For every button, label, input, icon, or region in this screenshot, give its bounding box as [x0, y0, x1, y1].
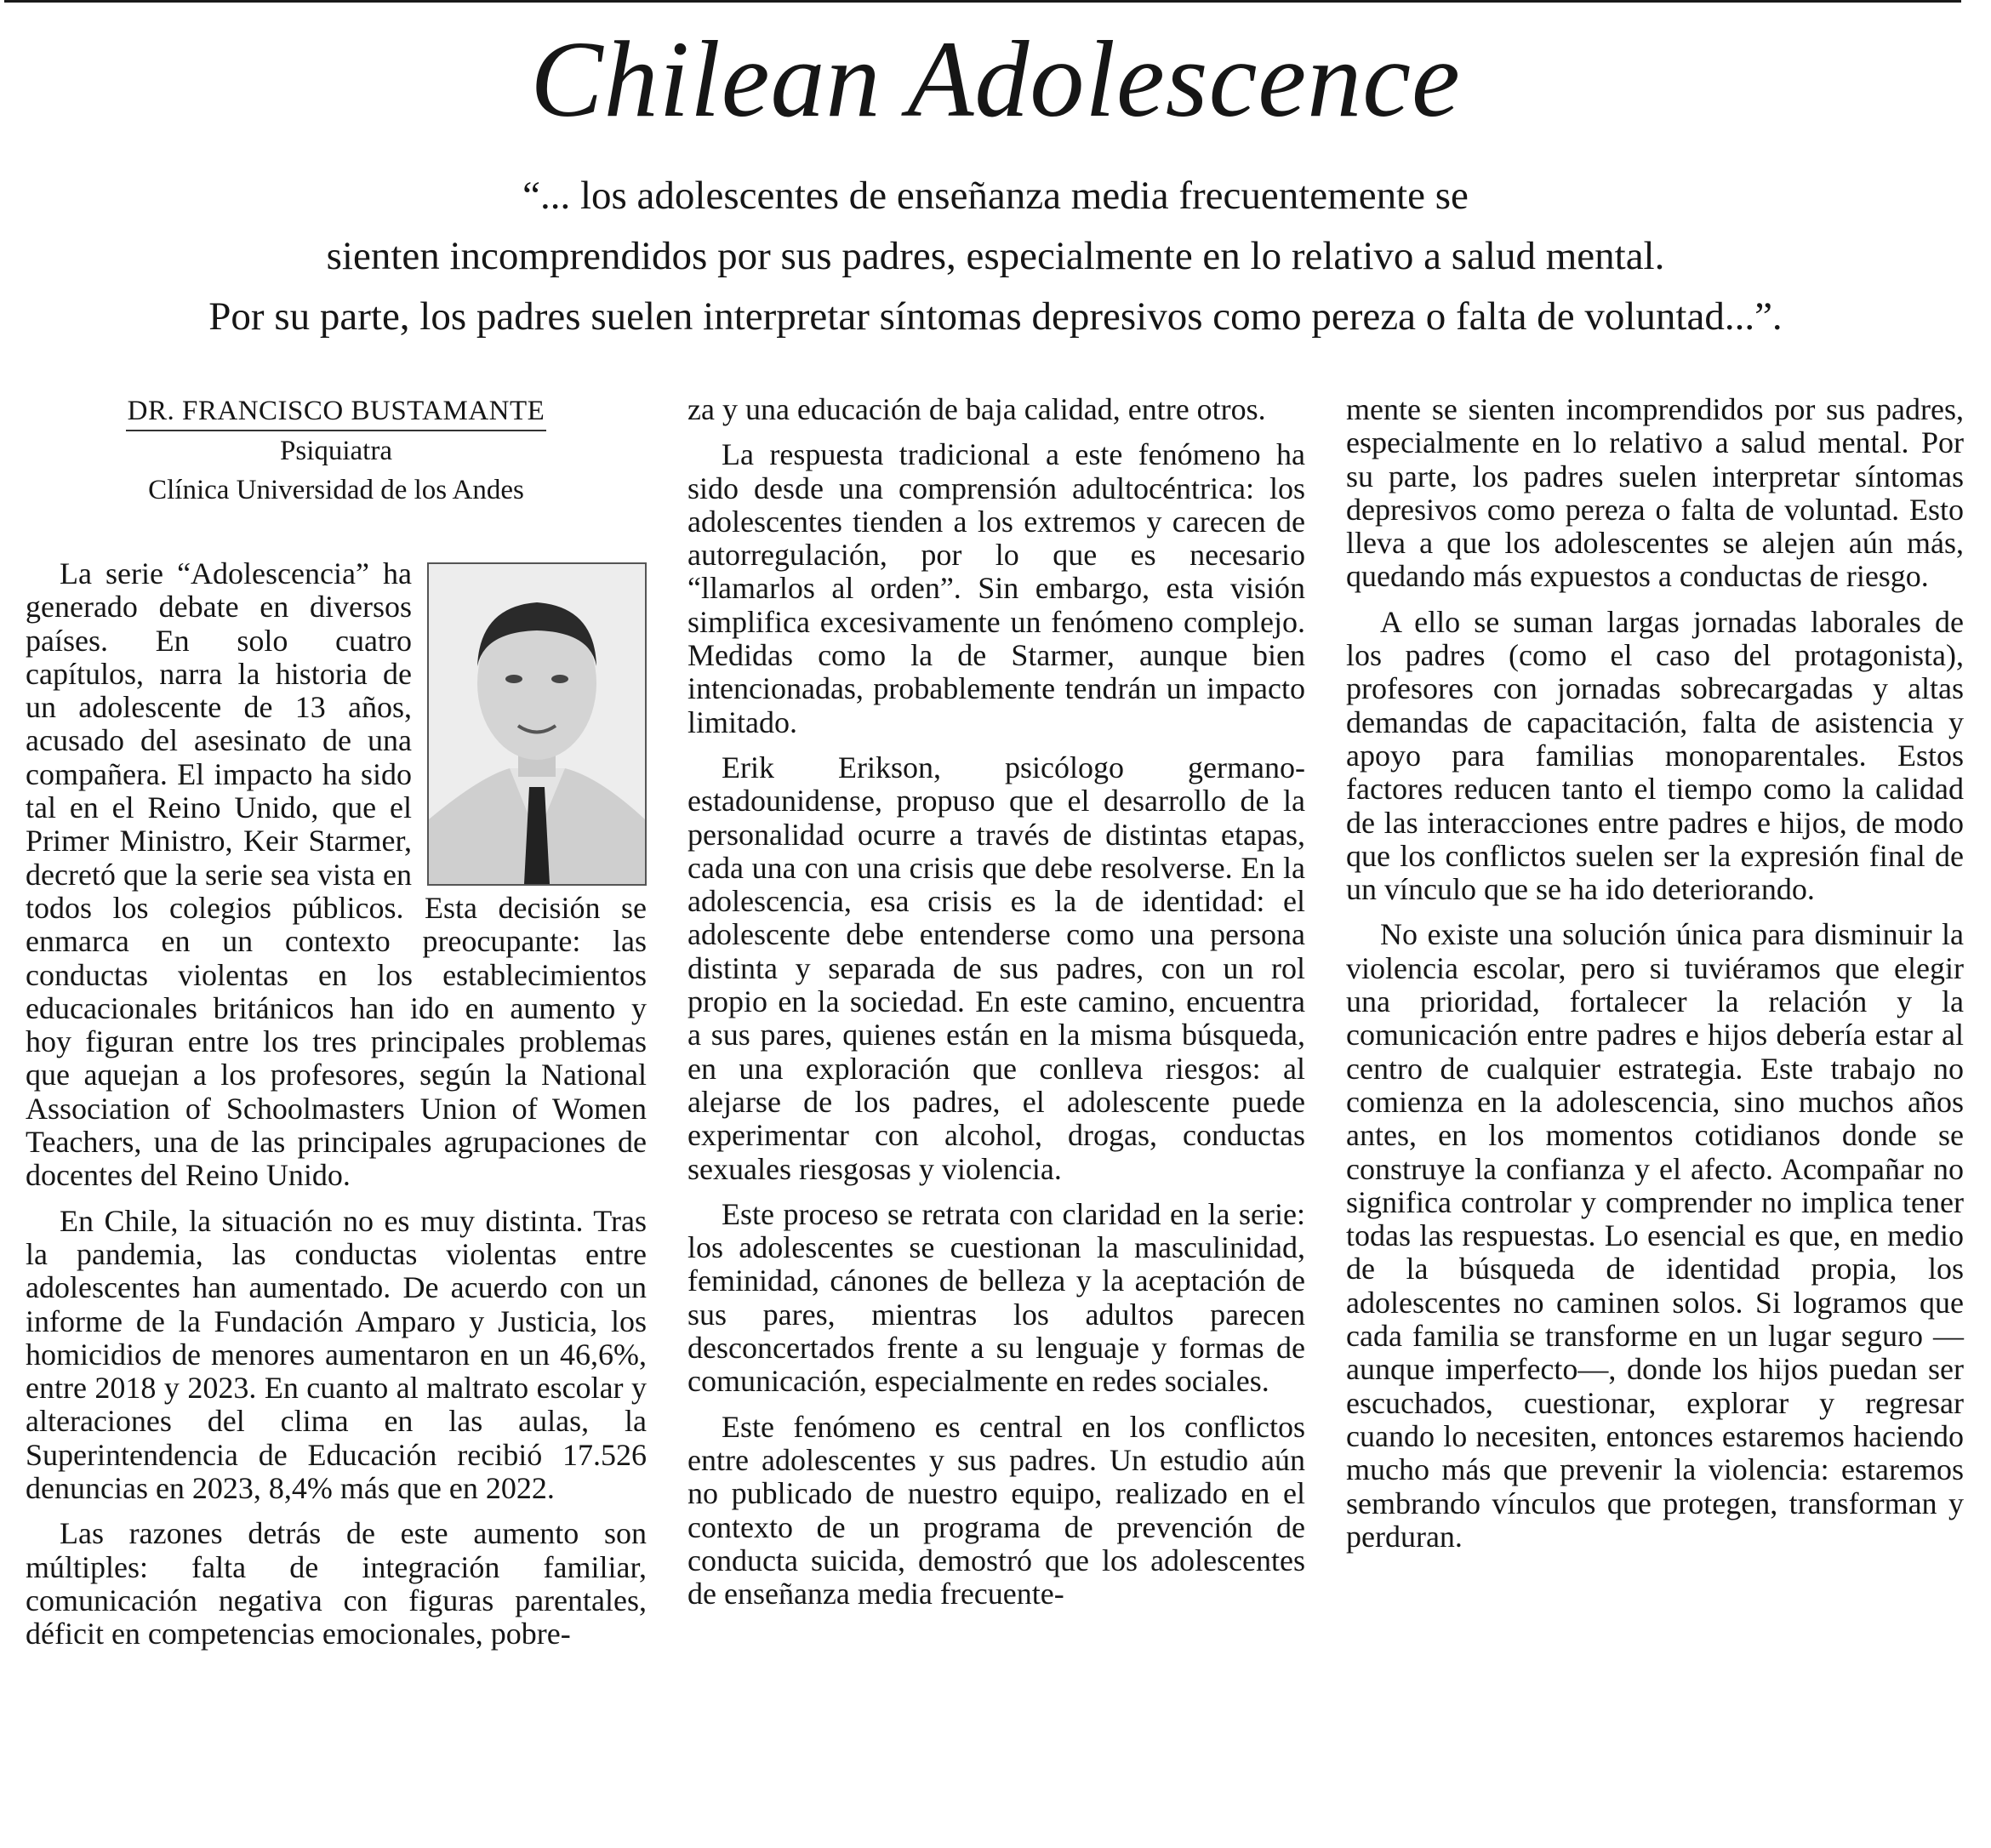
article-paragraph: No existe una solución única para disminuir la violencia escolar, pero si tuviéramos que elegir una prioridad, fortalecer la relación y la comunicación entre padres e hijos debería estar al centro de cualquier estrategia. Este trabajo no comienza en la adolescencia, sino muchos años antes, en los momentos cotidianos donde se construye la confianza y el afecto. Acompañar no significa controlar y comprender no implica tener todas las respuestas. Lo esencial es que, en medio de la búsqueda de identidad propia, los adolescentes no caminen solos. Si logramos que cada familia se transforme en un lugar seguro —aunque imperfecto—, donde los hijos puedan ser escuchados, cuestionar, explorar y regresar cuando lo necesiten, entonces estaremos haciendo mucho más que prevenir la violencia: estaremos sembrando vínculos que protegen, transforman y perduran. — [1346, 917, 1964, 1554]
article-paragraph: En Chile, la situación no es muy distinta. Tras la pandemia, las conductas violentas entre adolescentes han aumentado. De acuerdo con un informe de la Fundación Amparo y Justicia, los homicidios de menores aumentaron en un 46,6%, entre 2018 y 2023. En cuanto al maltrato escolar y alteraciones del clima en las aulas, la Superintendencia de Educación recibió 17.526 denuncias en 2023, 8,4% más que en 2022. — [26, 1203, 647, 1506]
author-portrait-photo — [427, 562, 647, 886]
headline: Chilean Adolescence — [530, 19, 1461, 140]
pull-quote-line: “... los adolescentes de enseñanza media frecuentemente se — [522, 174, 1469, 218]
article-paragraph: La respuesta tradicional a este fenómeno ha sido desde una comprensión adultocéntrica: los adolescentes tienden a los extremos y carecen de autorregulación, por lo que es necesario “llamarlos al orden”. Sin embargo, esta visión simplifica excesivamente un fenómeno complejo. Medidas como la de Starmer, aunque bien intencionadas, probablemente tendrán un impacto limitado. — [687, 437, 1305, 739]
top-rule — [4, 0, 1961, 3]
author-portrait-icon — [429, 564, 645, 884]
article-column-3 — [1346, 393, 1964, 1566]
byline — [26, 393, 647, 510]
article-paragraph-continued: mente se sienten incomprendidos por sus padres, especialmente en lo relativo a salud mental. Por su parte, los padres suelen interpretar síntomas depresivos como pereza o falta de voluntad. Esto lleva a que los adolescentes se alejen aún más, quedando más expuestos a conductas de riesgo. — [1346, 392, 1964, 594]
pull-quote-line: Por su parte, los padres suelen interpretar síntomas depresivos como pereza o falta de voluntad...”. — [208, 294, 1783, 339]
pull-quote — [0, 166, 1991, 347]
article-column-1 — [26, 393, 647, 1663]
article-paragraph: Este fenómeno es central en los conflictos entre adolescentes y sus padres. Un estudio aún no publicado de nuestro equipo, realizado en el contexto de un programa de prevención de conducta suicida, demostró que los adolescentes de enseñanza media frecuente- — [687, 1409, 1305, 1611]
author-role: Psiquiatra — [280, 436, 392, 466]
article-paragraph-continued: za y una educación de baja calidad, entre otros. — [687, 392, 1266, 426]
article-paragraph: Las razones detrás de este aumento son múltiples: falta de integración familiar, comunicación negativa con figuras parentales, déficit en competencias emocionales, pobre- — [26, 1516, 647, 1651]
article-column-2 — [687, 393, 1305, 1623]
article-paragraph: Erik Erikson, psicólogo germano-estadounidense, propuso que el desarrollo de la personalidad ocurre a través de distintas etapas, cada una con una crisis que debe resolverse. En la adolescencia, esa crisis es la de identidad: el adolescente debe entenderse como una persona distinta y separada de sus padres, con un rol propio en la sociedad. En este camino, encuentra a sus pares, quienes están en la misma búsqueda, en una exploración que conlleva riesgos: al alejarse de los padres, el adolescente puede experimentar con alcohol, drogas, conductas sexuales riesgosas y violencia. — [687, 750, 1305, 1186]
author-name: DR. FRANCISCO BUSTAMANTE — [126, 394, 547, 431]
article-paragraph — [26, 557, 647, 1193]
pull-quote-line: sienten incomprendidos por sus padres, especialmente en lo relativo a salud mental. — [326, 234, 1665, 278]
author-affiliation: Clínica Universidad de los Andes — [148, 475, 524, 505]
article-paragraph: A ello se suman largas jornadas laborales de los padres (como el caso del protagonista), profesores con jornadas sobrecargadas y altas demandas de capacitación, falta de asistencia y apoyo para familias monoparentales. Estos factores reducen tanto el tiempo como la calidad de las interacciones entre padres e hijos, de modo que los conflictos suelen ser la expresión final de un vínculo que se ha ido deteriorando. — [1346, 604, 1964, 907]
article-paragraph: Este proceso se retrata con claridad en la serie: los adolescentes se cuestionan la masculinidad, feminidad, cánones de belleza y la aceptación de sus pares, mientras los adultos parecen desconcertados frente a su lenguaje y formas de comunicación, especialmente en redes sociales. — [687, 1196, 1305, 1399]
paragraph-text: La serie “Adolescencia” ha generado debate en diversos países. En solo cuatro capítulos, narra la historia de un adolescente de 13 años, acusado del asesinato de una compañera. El impacto ha sido tal en el Reino Unido, que el Primer Ministro, Keir Starmer, decretó que la serie sea vista en todos los colegios públicos. Esta decisión se enmarca en un contexto preocupante: las conductas violentas en los establecimientos educacionales británicos han ido en aumento y hoy figuran entre los tres principales problemas que aquejan a los profesores, según la National Association of Schoolmasters Union of Women Teachers, una de las principales agrupaciones de docentes del Reino Unido. — [26, 556, 647, 1193]
